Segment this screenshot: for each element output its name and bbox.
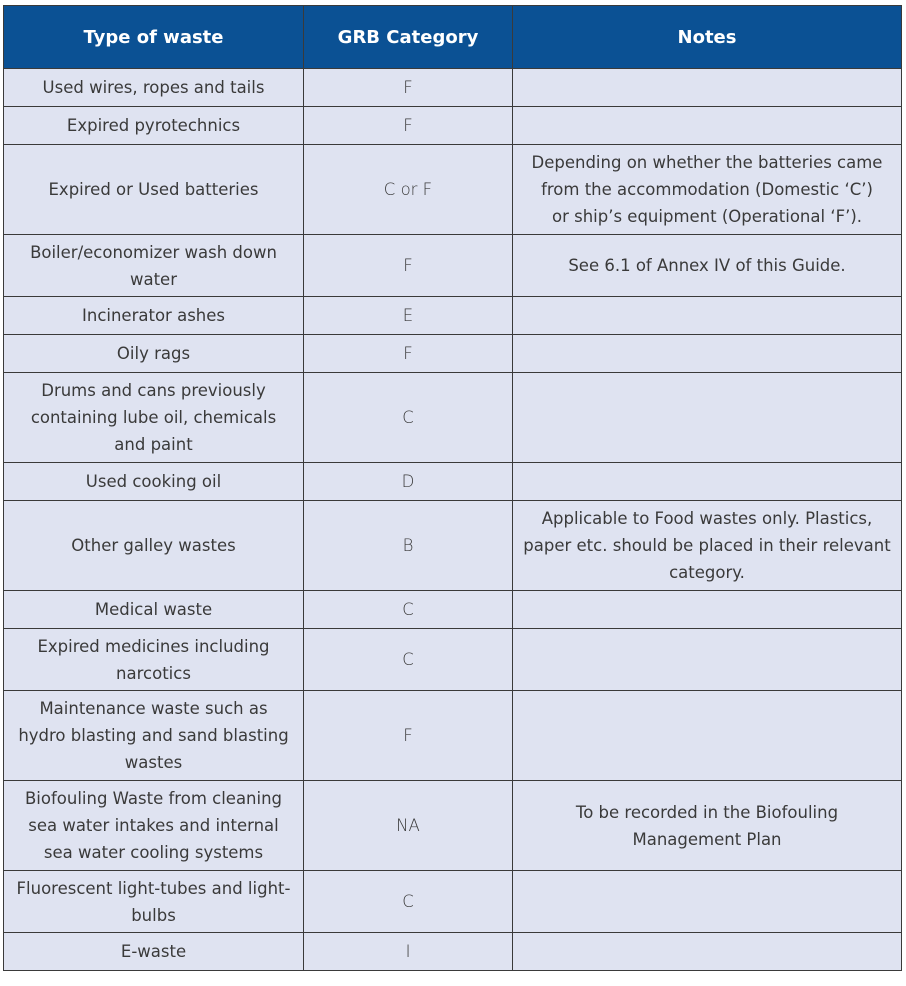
cell-notes bbox=[513, 463, 902, 501]
cell-waste-type: Incinerator ashes bbox=[4, 297, 304, 335]
cell-notes-line: Depending on whether the batteries came bbox=[531, 153, 883, 172]
cell-grb-category: E bbox=[304, 297, 513, 335]
cell-waste-type bbox=[4, 629, 304, 691]
cell-notes bbox=[513, 933, 902, 971]
table-row bbox=[4, 335, 902, 373]
cell-notes-line: To be recorded in the Biofouling bbox=[575, 802, 839, 822]
table-header-row bbox=[4, 6, 902, 69]
cell-waste-type: E-waste bbox=[4, 933, 304, 971]
cell-waste-type: Used wires, ropes and tails bbox=[4, 69, 304, 107]
cell-notes-line: category. bbox=[669, 563, 745, 582]
cell-waste-type-line: narcotics bbox=[116, 663, 191, 683]
cell-grb-category: F bbox=[304, 69, 513, 107]
cell-waste-type-line: containing lube oil, chemicals bbox=[30, 408, 277, 427]
cell-notes bbox=[513, 691, 902, 781]
cell-waste-type-line: wastes bbox=[124, 753, 183, 772]
cell-waste-type-line: Expired medicines including bbox=[37, 636, 270, 656]
cell-grb-category: C bbox=[304, 629, 513, 691]
cell-grb-category: B bbox=[304, 501, 513, 591]
cell-notes bbox=[513, 629, 902, 691]
cell-waste-type-line: Drums and cans previously bbox=[41, 381, 266, 400]
cell-waste-type bbox=[4, 781, 304, 871]
cell-waste-type-line: Biofouling Waste from cleaning bbox=[24, 789, 283, 808]
cell-waste-type-line: Fluorescent light-tubes and light- bbox=[16, 878, 291, 898]
cell-waste-type: Other galley wastes bbox=[4, 501, 304, 591]
table-row bbox=[4, 373, 902, 463]
table-row bbox=[4, 933, 902, 971]
cell-waste-type bbox=[4, 691, 304, 781]
cell-notes bbox=[513, 501, 902, 591]
cell-notes-line: or ship’s equipment (Operational ‘F’). bbox=[551, 207, 862, 226]
cell-waste-type: Used cooking oil bbox=[4, 463, 304, 501]
cell-grb-category: F bbox=[304, 235, 513, 297]
table-row bbox=[4, 691, 902, 781]
cell-waste-type bbox=[4, 871, 304, 933]
table-row bbox=[4, 107, 902, 145]
cell-grb-category: D bbox=[304, 463, 513, 501]
cell-grb-category: F bbox=[304, 691, 513, 781]
table-row bbox=[4, 591, 902, 629]
cell-notes bbox=[513, 373, 902, 463]
cell-notes bbox=[513, 871, 902, 933]
cell-grb-category: F bbox=[304, 107, 513, 145]
table-row bbox=[4, 235, 902, 297]
cell-notes-line: paper etc. should be placed in their relevant bbox=[523, 536, 891, 555]
cell-notes: See 6.1 of Annex IV of this Guide. bbox=[513, 235, 902, 297]
cell-grb-category: C bbox=[304, 591, 513, 629]
cell-notes bbox=[513, 591, 902, 629]
cell-grb-category: C bbox=[304, 871, 513, 933]
cell-waste-type: Expired pyrotechnics bbox=[4, 107, 304, 145]
cell-waste-type-line: Boiler/economizer wash down bbox=[30, 242, 277, 262]
cell-grb-category: F bbox=[304, 335, 513, 373]
cell-notes bbox=[513, 781, 902, 871]
cell-grb-category: C or F bbox=[304, 145, 513, 235]
table-row bbox=[4, 463, 902, 501]
cell-waste-type: Expired or Used batteries bbox=[4, 145, 304, 235]
cell-waste-type-line: bulbs bbox=[131, 905, 176, 925]
table-row bbox=[4, 69, 902, 107]
table-row bbox=[4, 871, 902, 933]
cell-waste-type-line: sea water cooling systems bbox=[43, 843, 264, 862]
table-row bbox=[4, 297, 902, 335]
table-row bbox=[4, 145, 902, 235]
header-grb-category: GRB Category bbox=[304, 6, 513, 69]
cell-waste-type-line: sea water intakes and internal bbox=[28, 816, 279, 835]
cell-waste-type: Oily rags bbox=[4, 335, 304, 373]
cell-grb-category: C bbox=[304, 373, 513, 463]
cell-waste-type-line: hydro blasting and sand blasting bbox=[18, 726, 289, 745]
table-row bbox=[4, 781, 902, 871]
cell-waste-type: Medical waste bbox=[4, 591, 304, 629]
cell-waste-type-line: water bbox=[129, 269, 177, 289]
cell-waste-type-line: Maintenance waste such as bbox=[39, 699, 268, 718]
cell-notes bbox=[513, 107, 902, 145]
cell-notes bbox=[513, 335, 902, 373]
cell-notes bbox=[513, 69, 902, 107]
cell-notes bbox=[513, 297, 902, 335]
header-notes: Notes bbox=[513, 6, 902, 69]
table-row bbox=[4, 501, 902, 591]
cell-grb-category: I bbox=[304, 933, 513, 971]
cell-grb-category: NA bbox=[304, 781, 513, 871]
cell-notes-line: Management Plan bbox=[632, 829, 782, 849]
table-row bbox=[4, 629, 902, 691]
cell-waste-type-line: and paint bbox=[114, 435, 193, 454]
cell-waste-type bbox=[4, 235, 304, 297]
cell-notes-line: Applicable to Food wastes only. Plastics, bbox=[541, 509, 873, 528]
cell-notes-line: from the accommodation (Domestic ‘C’) bbox=[541, 180, 873, 199]
cell-notes bbox=[513, 145, 902, 235]
waste-category-table bbox=[3, 5, 902, 971]
cell-waste-type bbox=[4, 373, 304, 463]
header-type-of-waste: Type of waste bbox=[4, 6, 304, 69]
